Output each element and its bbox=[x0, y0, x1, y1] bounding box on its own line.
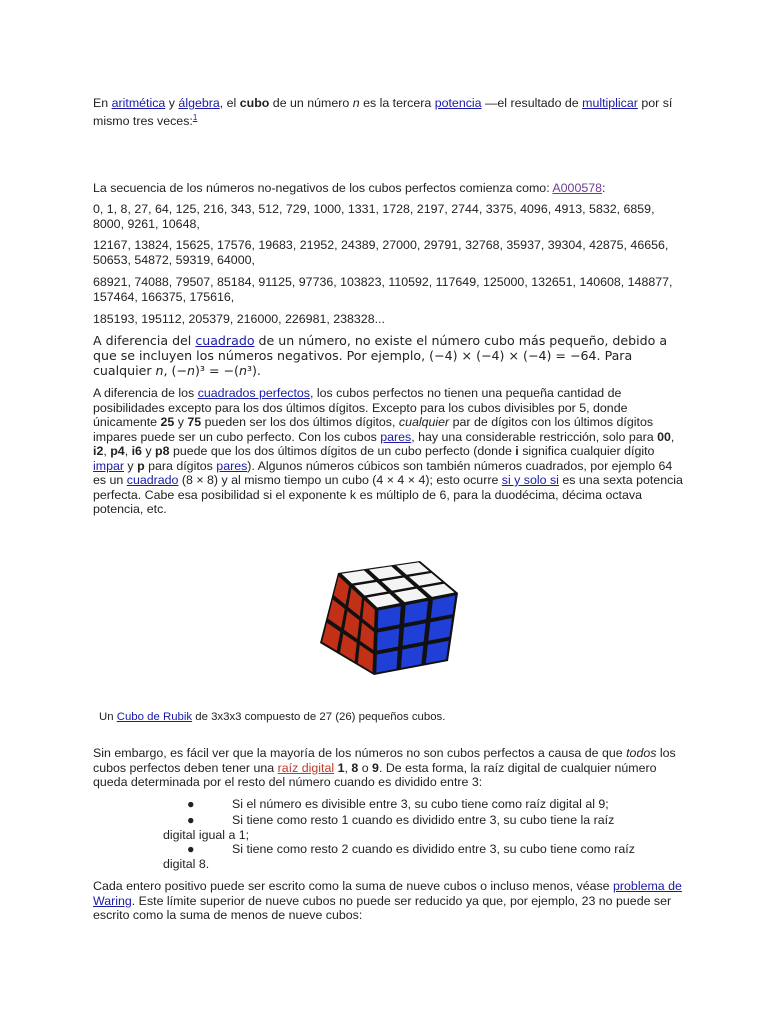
waring-paragraph bbox=[93, 879, 683, 923]
intro-text: es la tercera bbox=[359, 96, 435, 110]
digits-i6: i6 bbox=[131, 444, 142, 458]
term-cubo: cubo bbox=[239, 96, 270, 110]
list-item-text: Si el número es divisible entre 3, su cubo tiene como raíz digital al 9; bbox=[232, 797, 609, 811]
link-oeis[interactable]: A000578 bbox=[552, 181, 603, 195]
ps-text: ). Algunos números cúbicos son también números cuadrados, por ejemplo 64 es un bbox=[93, 458, 673, 487]
variable-n: n bbox=[155, 363, 164, 378]
bullet-icon: ● bbox=[187, 813, 195, 827]
ps-text: y bbox=[123, 458, 138, 473]
link-algebra[interactable]: álgebra bbox=[178, 96, 220, 110]
intro-text: y bbox=[165, 96, 179, 110]
list-item-text-cont: digital 8. bbox=[163, 856, 210, 871]
digits-p4: p4 bbox=[110, 444, 125, 458]
ps-text: y bbox=[174, 415, 188, 429]
square-diff-text: ³). bbox=[246, 363, 261, 378]
link-pares-2[interactable]: pares bbox=[216, 458, 248, 473]
digits-p8: p8 bbox=[155, 444, 170, 458]
ps-text: A diferencia de los bbox=[93, 386, 198, 400]
sequence-intro-text: La secuencia de los números no-negativos de los cubos perfectos comienza como: bbox=[93, 181, 553, 195]
intro-text: , el bbox=[219, 96, 240, 110]
symbol-i: i bbox=[515, 444, 519, 458]
reference-link[interactable]: 1 bbox=[192, 112, 198, 122]
intro-paragraph bbox=[93, 96, 683, 128]
list-item bbox=[163, 842, 683, 871]
list-item-text-cont: digital igual a 1; bbox=[163, 827, 250, 842]
ps-text: es una sexta potencia perfecta. Cabe esa posibilidad si el exponente k es múltiplo de 6, para la duodécima, décima octava potencia, etc. bbox=[93, 473, 683, 516]
variable-n: n bbox=[238, 363, 247, 378]
square-diff-text: A diferencia del bbox=[93, 333, 196, 348]
intro-text: por sí mismo tres veces: bbox=[93, 96, 673, 128]
ps-text: pueden ser los dos últimos dígitos, bbox=[201, 415, 399, 429]
sequence-colon: : bbox=[602, 181, 606, 195]
waring-text: Cada entero positivo puede ser escrito como la suma de nueve cubos o incluso menos, véase bbox=[93, 879, 614, 893]
list-item-text: Si tiene como resto 1 cuando es dividido entre 3, su cubo tiene la raíz bbox=[232, 813, 615, 827]
intro-text: —el resultado de bbox=[481, 96, 583, 110]
digit-1: 1 bbox=[337, 760, 345, 775]
sequence-line-4: 185193, 195112, 205379, 216000, 226981, 238328... bbox=[93, 312, 385, 326]
square-difference-paragraph bbox=[93, 333, 683, 378]
sequence-intro bbox=[93, 181, 683, 196]
ps-text: , hay una considerable restricción, solo para bbox=[411, 429, 658, 444]
link-pares[interactable]: pares bbox=[380, 429, 412, 444]
digital-root-paragraph bbox=[93, 746, 683, 790]
link-cuadrado[interactable]: cuadrado bbox=[195, 333, 255, 348]
ps-text: , bbox=[670, 429, 675, 444]
square-diff-text: , (− bbox=[163, 363, 187, 378]
caption-text: de 3x3x3 compuesto de 27 (26) pequeños cubos. bbox=[192, 711, 446, 723]
list-item-text: Si tiene como resto 2 cuando es dividido entre 3, su cubo tiene como raíz bbox=[232, 842, 635, 856]
term-cualquier: cualquier bbox=[398, 415, 450, 429]
link-problema-de-waring[interactable]: problema de Waring bbox=[93, 879, 682, 908]
digit-9: 9 bbox=[372, 760, 379, 775]
digit-8: 8 bbox=[351, 760, 359, 775]
link-cubo-de-rubik[interactable]: Cubo de Rubik bbox=[116, 711, 193, 723]
sequence-line-1: 0, 1, 8, 27, 64, 125, 216, 343, 512, 729, 1000, 1331, 1728, 2197, 2744, 3375, 4096, 4913, 5832, 6859, 8000, 9261, 10648, bbox=[93, 202, 655, 231]
ps-text: , bbox=[124, 444, 132, 458]
link-cuadrado-2[interactable]: cuadrado bbox=[126, 473, 179, 487]
intro-text: En bbox=[93, 96, 112, 110]
waring-text: . Este límite superior de nueve cubos no puede ser reducido ya que, por ejemplo, 23 no puede ser escrito como la suma de menos de nueve cubos: bbox=[93, 893, 672, 922]
sequence-line-3: 68921, 74088, 79507, 85184, 91125, 97736, 103823, 110592, 117649, 125000, 132651, 140608, 148877, 157464, 166375, 175616, bbox=[93, 275, 673, 304]
ps-text: (8 × 8) y al mismo tiempo un cubo (4 × 4 × 4); esto ocurre bbox=[178, 473, 502, 487]
ps-text: puede que los dos últimos dígitos de un cubo perfecto (donde bbox=[169, 444, 516, 458]
dr-text: o bbox=[358, 760, 373, 775]
symbol-p: p bbox=[137, 458, 145, 473]
caption-text: Un bbox=[99, 711, 117, 723]
ps-text: par de dígitos con los últimos dígitos impares puede ser un cubo perfecto. Con los cubos bbox=[93, 415, 654, 444]
rubiks-cube-image bbox=[308, 553, 466, 678]
digits-00: 00 bbox=[657, 429, 671, 444]
dr-text: Sin embargo, es fácil ver que la mayoría de los números no son cubos perfectos a causa de que bbox=[93, 746, 627, 760]
dr-text: . De esta forma, la raíz digital de cualquier número queda determinada por el resto del número cuando es dividido entre 3: bbox=[93, 760, 657, 789]
link-multiplicar[interactable]: multiplicar bbox=[582, 96, 638, 110]
digits-75: 75 bbox=[187, 415, 202, 429]
link-raiz-digital[interactable]: raíz digital bbox=[277, 760, 335, 775]
link-impar[interactable]: impar bbox=[93, 458, 124, 473]
link-si-y-solo-si[interactable]: si y solo si bbox=[501, 473, 559, 487]
dr-text: los cubos perfectos deben tener una bbox=[93, 746, 676, 775]
digits-25: 25 bbox=[160, 415, 175, 429]
link-cuadrados-perfectos[interactable]: cuadrados perfectos bbox=[197, 386, 310, 400]
ps-text: para dígitos bbox=[144, 458, 217, 473]
variable-n: n bbox=[352, 96, 360, 110]
ps-text: significa cualquier dígito bbox=[518, 444, 655, 458]
figure-caption bbox=[99, 711, 445, 723]
ps-text: , bbox=[103, 444, 111, 458]
list-item bbox=[163, 797, 683, 812]
link-potencia[interactable]: potencia bbox=[434, 96, 482, 110]
perfect-squares-paragraph bbox=[93, 386, 683, 517]
variable-n: n bbox=[187, 363, 195, 378]
ps-text: y bbox=[141, 444, 156, 458]
square-diff-text: de un número, no existe el número cubo más pequeño, debido a que se incluyen los números negativos. Por ejemplo, (−4) × (−4) × (−4) = −64. Para cualquier bbox=[93, 333, 668, 378]
link-aritmetica[interactable]: aritmética bbox=[111, 96, 166, 110]
square-diff-text: )³ = −( bbox=[194, 363, 239, 378]
bullet-icon: ● bbox=[187, 842, 195, 856]
ps-text: , los cubos perfectos no tienen una pequeña cantidad de posibilidades excepto para los dos últimos dígitos. Excepto para los cubos divisibles por 5, donde únicamente bbox=[93, 386, 628, 429]
term-todos: todos bbox=[626, 746, 657, 760]
sequence-line-2: 12167, 13824, 15625, 17576, 19683, 21952, 24389, 27000, 29791, 32768, 35937, 39304, 42875, 46656, 50653, 54872, 59319, 64000, bbox=[93, 238, 669, 267]
bullet-icon: ● bbox=[187, 797, 195, 811]
digits-i2: i2 bbox=[93, 444, 104, 458]
list-item bbox=[163, 813, 683, 842]
intro-text: de un número bbox=[269, 96, 353, 110]
dr-text: , bbox=[344, 760, 352, 775]
